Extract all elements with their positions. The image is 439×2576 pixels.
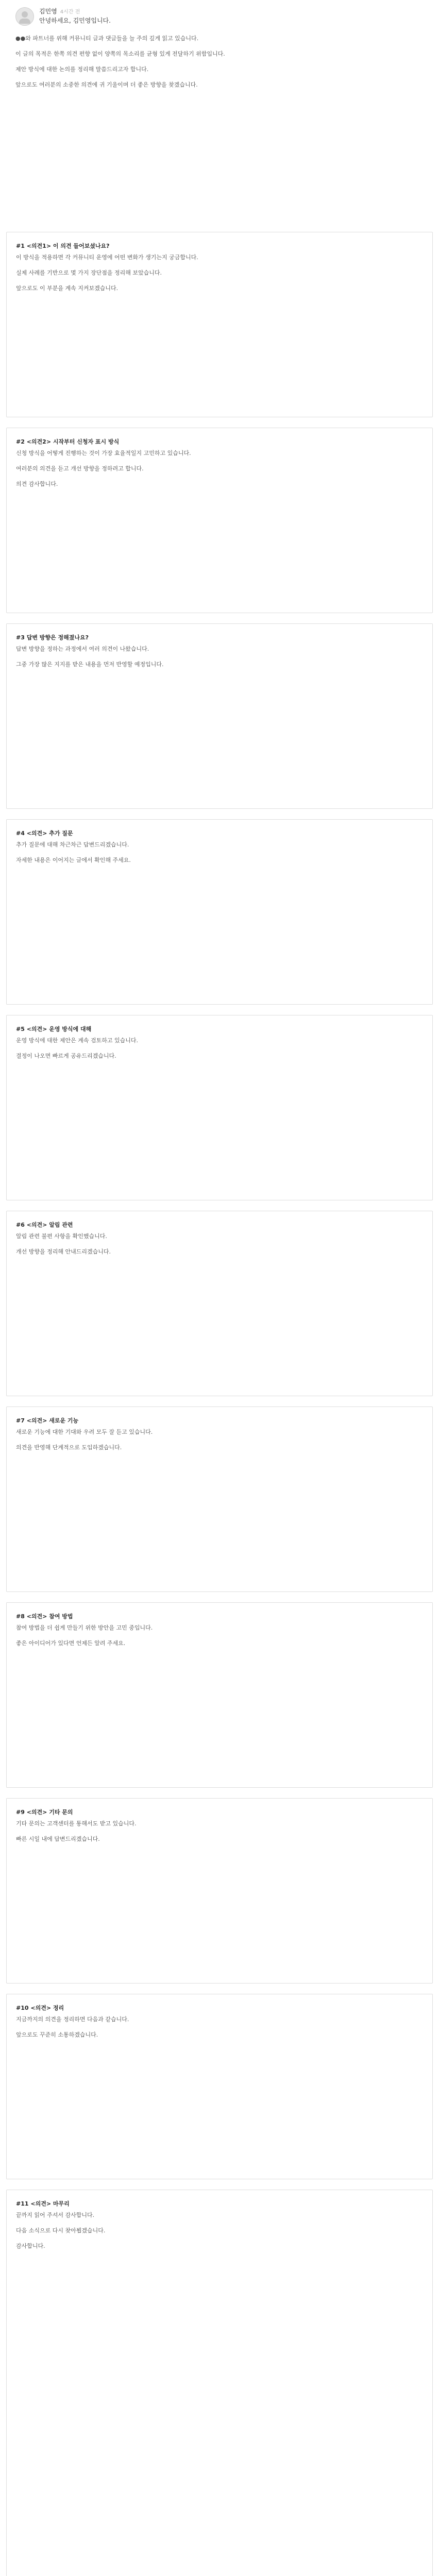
comment-card [6,1211,433,1396]
avatar[interactable] [15,7,34,26]
paragraph: 그중 가장 많은 지지를 받은 내용을 먼저 반영할 예정입니다. [16,661,164,668]
paragraph: 의견을 반영해 단계적으로 도입하겠습니다. [16,1444,122,1451]
paragraph: 제안 방식에 대한 논의를 정리해 말씀드리고자 합니다. [15,66,149,73]
paragraph: 참여 방법을 더 쉽게 만들기 위한 방안을 고민 중입니다. [16,1624,153,1631]
comment-body [16,2196,423,2250]
paragraph: 운영 방식에 대한 제안은 계속 검토하고 있습니다. [16,1037,138,1044]
paragraph: 개선 방향을 정리해 안내드리겠습니다. [16,1248,111,1255]
question-heading: #9 <의견> 기타 문의 [16,1809,73,1816]
paragraph: 지금까지의 의견을 정리하면 다음과 같습니다. [16,2016,129,2023]
comment-card [6,428,433,613]
question-heading: #3 답변 방향은 정해졌나요? [16,634,89,641]
paragraph: 이 방식을 적용하면 각 커뮤니티 운영에 어떤 변화가 생기는지 궁금합니다. [16,254,198,261]
comment-card [6,623,433,809]
author-name-text[interactable]: 김민영 [39,8,57,15]
paragraph: 실제 사례를 기반으로 몇 가지 장단점을 정리해 보았습니다. [16,269,162,276]
paragraph: 다음 소식으로 다시 찾아뵙겠습니다. [16,2227,106,2234]
comment-meta [39,7,111,25]
paragraph: 여러분의 의견을 듣고 개선 방향을 정하려고 합니다. [16,465,144,472]
comment-body [16,1805,423,1843]
greeting: 안녕하세요, 김민영입니다. [39,17,111,24]
paragraph: 자세한 내용은 이어지는 글에서 확인해 주세요. [16,857,131,863]
paragraph: 결정이 나오면 빠르게 공유드리겠습니다. [16,1053,116,1059]
comment-body [16,434,423,488]
comment-body [16,826,423,865]
comment-body [16,1022,423,1060]
paragraph: 추가 질문에 대해 차근차근 답변드리겠습니다. [16,841,129,848]
question-heading: #2 <의견2> 시작부터 신청자 표시 방식 [16,438,120,445]
comment-card [6,1798,433,1984]
question-heading: #1 <의견1> 이 의견 들어보셨나요? [16,243,110,249]
paragraph: 신청 방식을 어떻게 진행하는 것이 가장 효율적일지 고민하고 있습니다. [16,450,191,456]
comment-card [6,1015,433,1200]
paragraph: 새로운 기능에 대한 기대와 우려 모두 잘 듣고 있습니다. [16,1429,153,1435]
question-heading: #7 <의견> 새로운 기능 [16,1417,79,1424]
paragraph: ●●와 파트너를 위해 커뮤니티 글과 댓글들을 늘 주의 깊게 읽고 있습니다. [15,35,199,42]
question-heading: #6 <의견> 알림 관련 [16,1222,73,1228]
comment-card [6,0,433,222]
paragraph: 알림 관련 불편 사항을 확인했습니다. [16,1233,107,1240]
comment-body [15,31,424,89]
comment-card [6,1602,433,1788]
comment-body [16,2001,423,2039]
question-heading: #11 <의견> 마무리 [16,2200,70,2207]
comment-card [6,819,433,1005]
comment-body [16,1609,423,1648]
comment-card [6,1406,433,1592]
author-name[interactable] [39,7,111,16]
question-heading: #5 <의견> 운영 방식에 대해 [16,1026,92,1032]
comment-card [6,1994,433,2179]
timestamp: 4시간 전 [60,9,80,15]
closing-text: 감사합니다. [16,2243,45,2249]
paragraph: 좋은 아이디어가 있다면 언제든 알려 주세요. [16,1640,126,1647]
comment-body [16,630,423,669]
comment-card [6,232,433,417]
paragraph: 앞으로도 이 부분을 계속 지켜보겠습니다. [16,285,119,292]
comment-body [16,1217,423,1256]
question-heading: #8 <의견> 참여 방법 [16,1613,73,1620]
paragraph: 앞으로도 꾸준히 소통하겠습니다. [16,2031,98,2038]
comment-body [16,239,423,293]
comment-card [6,2190,433,2576]
paragraph: 기타 문의는 고객센터를 통해서도 받고 있습니다. [16,1820,137,1827]
paragraph: 끝까지 읽어 주셔서 감사합니다. [16,2212,95,2218]
comment-header [15,7,424,31]
paragraph: 앞으로도 여러분의 소중한 의견에 귀 기울이며 더 좋은 방향을 찾겠습니다. [15,81,198,88]
paragraph: 의견 감사합니다. [16,481,58,487]
paragraph: 이 글의 목적은 한쪽 의견 편향 없이 양쪽의 목소리를 균형 있게 전달하기 위함입니다. [15,50,225,57]
paragraph: 빠른 시일 내에 답변드리겠습니다. [16,1836,100,1842]
paragraph: 답변 방향을 정하는 과정에서 여러 의견이 나왔습니다. [16,646,149,652]
question-heading: #4 <의견> 추가 질문 [16,830,73,837]
comment-body [16,1413,423,1452]
question-heading: #10 <의견> 정리 [16,2005,64,2011]
